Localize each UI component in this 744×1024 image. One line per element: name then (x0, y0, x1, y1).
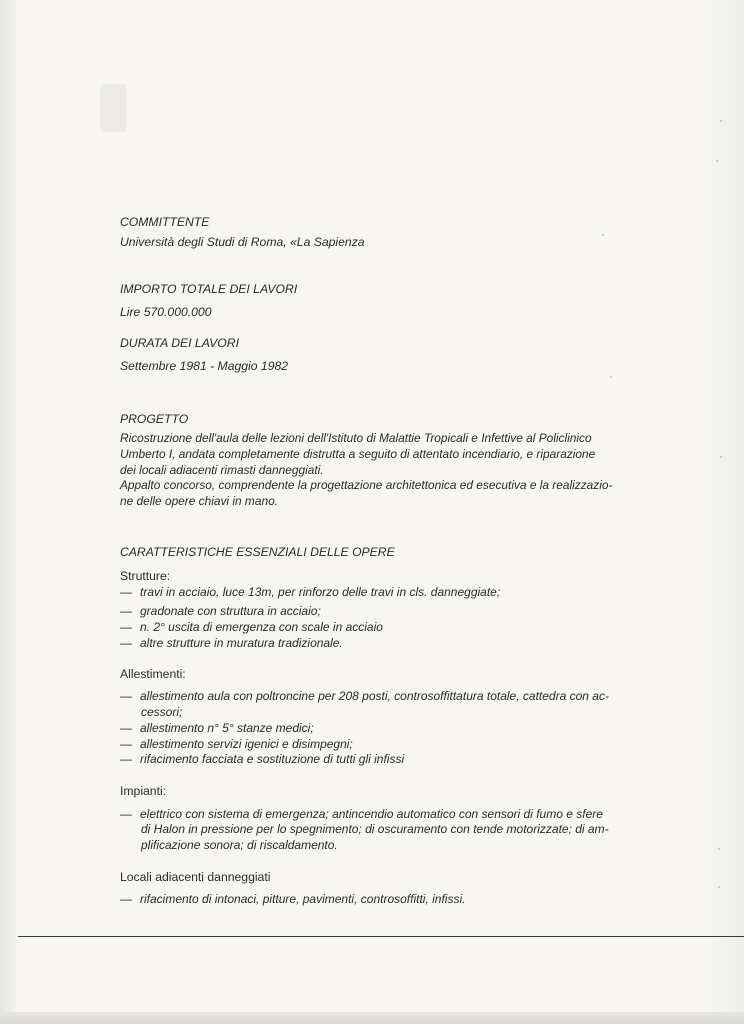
dash-marker: — (120, 636, 132, 650)
strutture-item (120, 584, 500, 600)
dash-marker: — (120, 892, 132, 906)
paper-speck (610, 376, 612, 378)
dash-marker: — (120, 737, 132, 751)
strutture-item (120, 619, 383, 635)
allestimenti-item (120, 688, 609, 704)
dash-marker: — (120, 807, 132, 821)
paper-speck (720, 456, 722, 458)
durata-value: Settembre 1981 - Maggio 1982 (120, 359, 289, 373)
dash-marker: — (120, 752, 132, 766)
bleed-through-mark (100, 84, 126, 132)
paper-speck (718, 886, 720, 888)
allestimenti-item (120, 720, 314, 736)
horizontal-rule (18, 936, 744, 937)
paper-speck (720, 120, 722, 122)
locali-item (120, 891, 465, 907)
strutture-item-text: travi in acciaio, luce 13m, per rinforzo delle travi in cls. danneggiate; (140, 585, 501, 599)
strutture-item (120, 635, 343, 651)
page-fold-shadow (0, 0, 16, 1024)
allestimenti-item-text: allestimento servizi igenici e disimpegni; (140, 737, 353, 751)
strutture-item-text: gradonate con struttura in acciaio; (140, 604, 321, 618)
locali-label: Locali adiacenti danneggiati (120, 870, 271, 884)
strutture-item-text: n. 2° uscita di emergenza con scale in acciaio (140, 620, 383, 634)
strutture-item-text: altre strutture in muratura tradizionale. (140, 636, 343, 650)
progetto-line: Ricostruzione dell'aula delle lezioni dell'Istituto di Malattie Tropicali e Infettive al Policlinico (120, 431, 592, 445)
page-bottom-edge (0, 1012, 744, 1024)
progetto-line: dei locali adiacenti rimasti danneggiati. (120, 463, 324, 477)
dash-marker: — (120, 689, 132, 703)
progetto-line: Umberto I, andata completamente distrutta a seguito di attentato incendiario, e riparazione (120, 447, 596, 461)
dash-marker: — (120, 585, 132, 599)
locali-item-text: rifacimento di intonaci, pitture, pavimenti, controsoffitti, infissi. (140, 892, 466, 906)
allestimenti-label: Allestimenti: (120, 667, 186, 681)
allestimenti-item (120, 751, 404, 767)
strutture-label: Strutture: (120, 569, 171, 583)
strutture-item (120, 603, 321, 619)
progetto-line: Appalto concorso, comprendente la progettazione architettonica ed esecutiva e la realizzazio- (120, 478, 613, 492)
durata-heading: DURATA DEI LAVORI (120, 336, 239, 350)
allestimenti-item-text: allestimento aula con poltroncine per 208 posti, controsoffittatura totale, cattedra con ac- (140, 689, 609, 703)
paper-speck (602, 234, 604, 236)
dash-marker: — (120, 620, 132, 634)
paper-speck (718, 848, 720, 850)
allestimenti-item (120, 736, 353, 752)
importo-value: Lire 570.000.000 (120, 305, 212, 319)
impianti-item (120, 806, 603, 822)
impianti-label: Impianti: (120, 784, 167, 798)
progetto-line: ne delle opere chiavi in mano. (120, 494, 278, 508)
committente-value: Università degli Studi di Roma, «La Sapienza (120, 235, 365, 249)
dash-marker: — (120, 721, 132, 735)
allestimenti-item-text: rifacimento facciata e sostituzione di tutti gli infissi (140, 752, 405, 766)
allestimenti-item-continuation: cessori; (141, 705, 183, 719)
impianti-item-text: elettrico con sistema di emergenza; antincendio automatico con sensori di fumo e sfere (140, 807, 603, 821)
dash-marker: — (120, 604, 132, 618)
impianti-item-continuation: plificazione sonora; di riscaldamento. (141, 838, 338, 852)
importo-heading: IMPORTO TOTALE DEI LAVORI (120, 282, 298, 296)
committente-heading: COMMITTENTE (120, 215, 210, 229)
impianti-item-continuation: di Halon in pressione per lo spegnimento; di oscuramento con tende motorizzate; di am- (141, 822, 609, 836)
caratteristiche-heading: CARATTERISTICHE ESSENZIALI DELLE OPERE (120, 545, 395, 559)
progetto-heading: PROGETTO (120, 412, 189, 426)
allestimenti-item-text: allestimento n° 5° stanze medici; (140, 721, 314, 735)
paper-speck (716, 160, 718, 162)
